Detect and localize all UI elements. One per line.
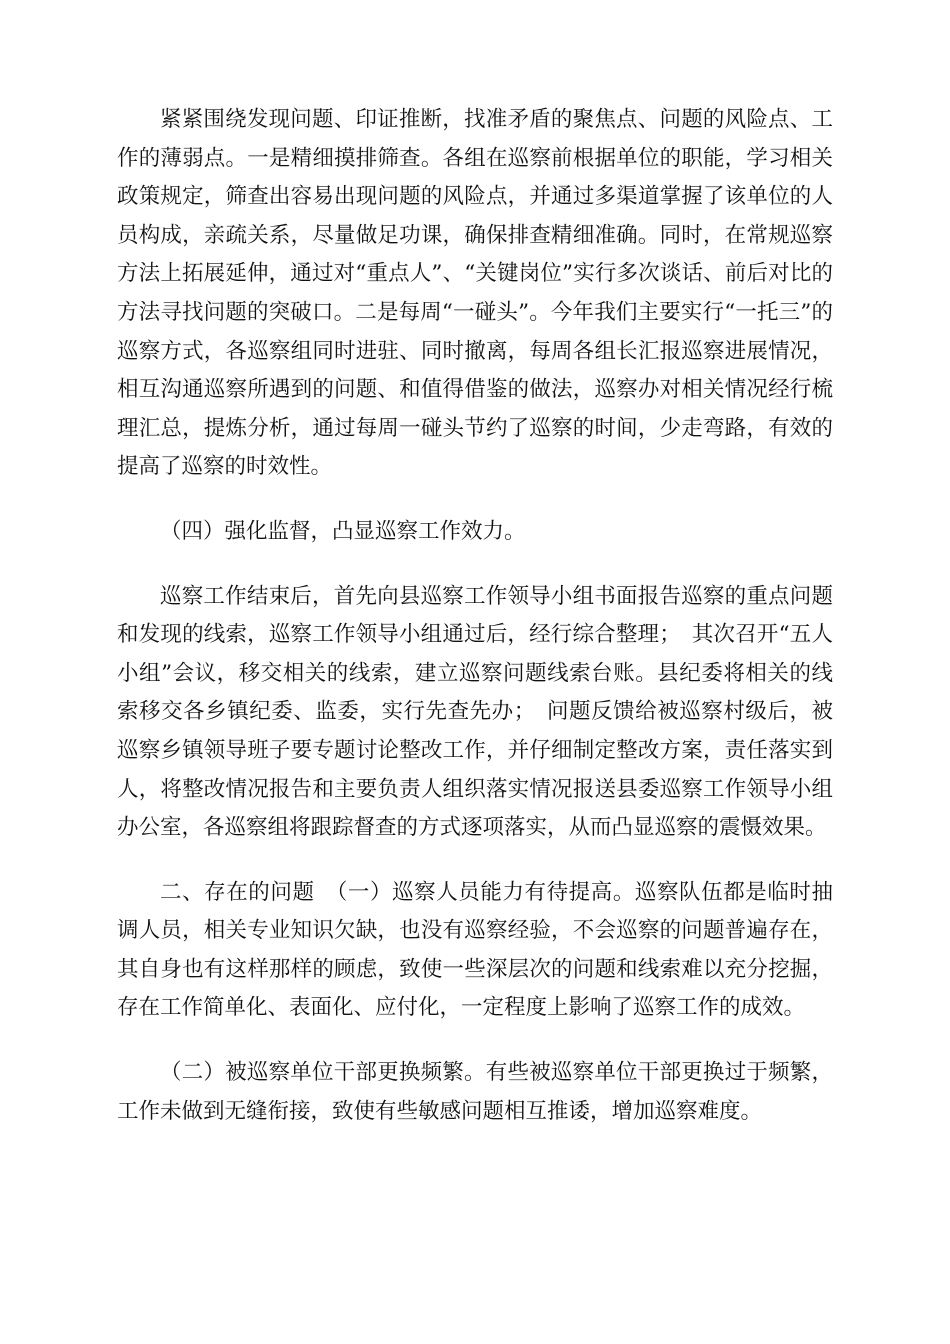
section-heading-supervision: （四）强化监督，凸显巡察工作效力。 <box>160 518 526 544</box>
document-body <box>117 101 833 1131</box>
paragraph-cadre-turnover: （二）被巡察单位干部更换频繁。有些被巡察单位干部更换过于频繁，工作未做到无缝衔接，致使有些敏感问题相互推诿，增加巡察难度。 <box>117 1060 833 1124</box>
paragraph-supervision: 巡察工作结束后，首先向县巡察工作领导小组书面报告巡察的重点问题和发现的线索，巡察工作领导小组通过后，经行综合整理； 其次召开“五人小组”会议，移交相关的线索，建立巡察问题线索台账。县纪委将相关的线索移交各乡镇纪委、监委，实行先查先办； 问题反馈给被巡察村级后，被巡察乡镇领导班子要专题讨论整改工作，并仔细制定整改方案，责任落实到人，将整改情况报告和主要负责人组织落实情况报送县委巡察工作领导小组办公室，各巡察组将跟踪督查的方式逐项落实，从而凸显巡察的震慑效果。 <box>117 583 833 841</box>
paragraph-risk-points: 紧紧围绕发现问题、印证推断，找准矛盾的聚焦点、问题的风险点、工作的薄弱点。一是精细摸排筛查。各组在巡察前根据单位的职能，学习相关政策规定，筛查出容易出现问题的风险点，并通过多渠道掌握了该单位的人员构成，亲疏关系，尽量做足功课，确保排查精细准确。同时，在常规巡察方法上拓展延伸，通过对“重点人”、“关键岗位”实行多次谈话、前后对比的方法寻找问题的突破口。二是每周“一碰头”。今年我们主要实行“一托三”的巡察方式，各巡察组同时进驻、同时撤离，每周各组长汇报巡察进展情况，相互沟通巡察所遇到的问题、和值得借鉴的做法，巡察办对相关情况经行梳理汇总，提炼分析，通过每周一碰头节约了巡察的时间，少走弯路，有效的提高了巡察的时效性。 <box>117 107 833 480</box>
paragraph-existing-problems: 二、存在的问题 （一）巡察人员能力有待提高。巡察队伍都是临时抽调人员，相关专业知识欠缺，也没有巡察经验，不会巡察的问题普遍存在，其自身也有这样那样的顾虑，致使一些深层次的问题和线索难以充分挖掘，存在工作简单化、表面化、应付化，一定程度上影响了巡察工作的成效。 <box>117 879 833 1021</box>
